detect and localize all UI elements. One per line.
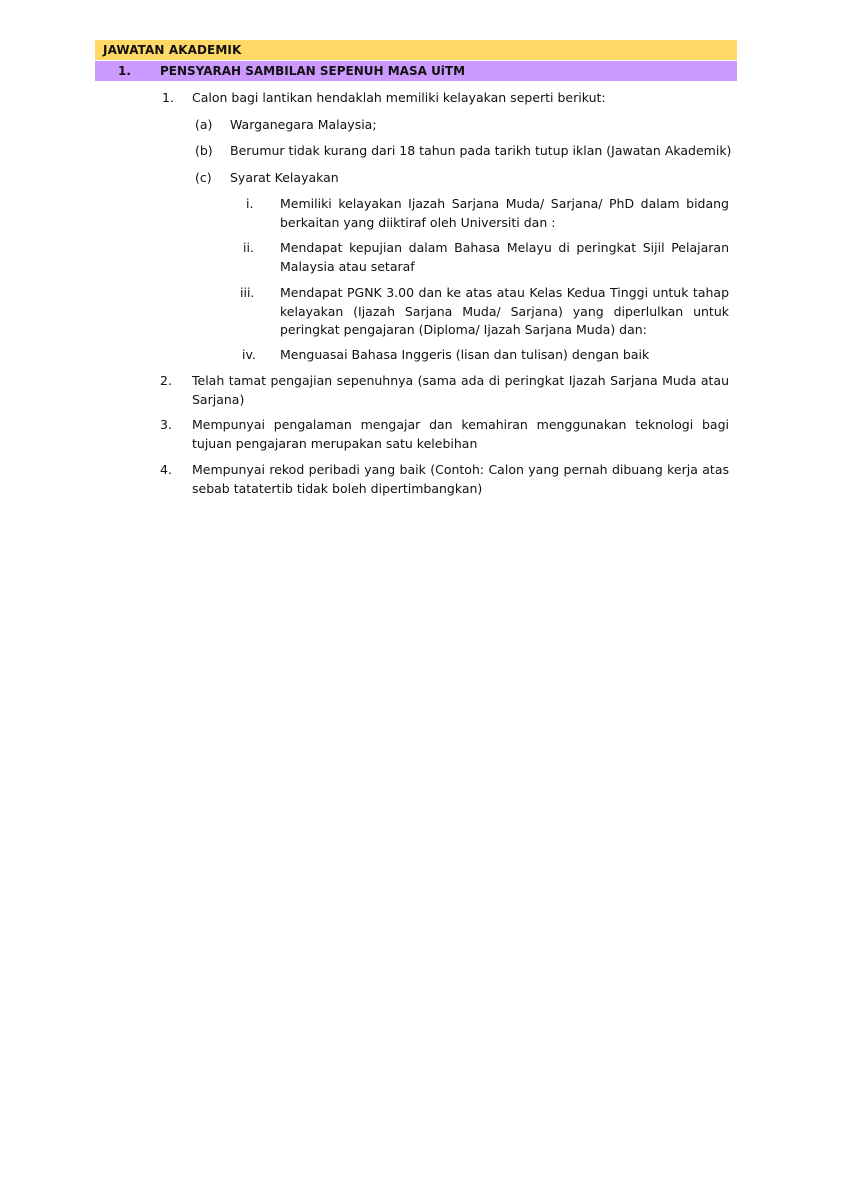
- requirement-3-text: Mempunyai pengalaman mengajar dan kemahiran menggunakan teknologi bagi tujuan pengajaran merupakan satu kelebihan: [192, 417, 729, 451]
- requirement-4-marker: 4.: [160, 462, 172, 477]
- qualification-iv-marker: iv.: [242, 347, 256, 362]
- sub-item-b-text: Berumur tidak kurang dari 18 tahun pada tarikh tutup iklan (Jawatan Akademik): [230, 143, 732, 158]
- position-title-bar: [95, 61, 737, 81]
- qualification-ii-text: Mendapat kepujian dalam Bahasa Melayu di peringkat Sijil Pelajaran Malaysia atau setaraf: [280, 240, 729, 274]
- sub-item-c-text: Syarat Kelayakan: [230, 170, 339, 185]
- section-title: JAWATAN AKADEMIK: [103, 43, 242, 57]
- requirement-2-text: Telah tamat pengajian sepenuhnya (sama ada di peringkat Ijazah Sarjana Muda atau Sarjana): [192, 373, 729, 407]
- requirement-2-marker: 2.: [160, 373, 172, 388]
- section-title-bar: [95, 40, 737, 60]
- sub-item-a-text: Warganegara Malaysia;: [230, 117, 377, 132]
- qualification-i-marker: i.: [246, 196, 254, 211]
- sub-item-b-marker: (b): [195, 143, 213, 158]
- requirement-4-text: Mempunyai rekod peribadi yang baik (Contoh: Calon yang pernah dibuang kerja atas sebab tatatertib tidak boleh dipertimbangkan): [192, 462, 729, 496]
- requirement-3-marker: 3.: [160, 417, 172, 432]
- position-title: PENSYARAH SAMBILAN SEPENUH MASA UiTM: [160, 64, 466, 78]
- qualification-iv-text: Menguasai Bahasa Inggeris (lisan dan tulisan) dengan baik: [280, 347, 650, 362]
- requirement-1-marker: 1.: [162, 90, 174, 105]
- requirement-1-text: Calon bagi lantikan hendaklah memiliki kelayakan seperti berikut:: [192, 90, 606, 105]
- sub-item-a-marker: (a): [195, 117, 213, 132]
- qualification-i-text: Memiliki kelayakan Ijazah Sarjana Muda/ Sarjana/ PhD dalam bidang berkaitan yang diiktiraf oleh Universiti dan :: [280, 196, 729, 230]
- position-number: 1.: [118, 64, 131, 78]
- qualification-ii-marker: ii.: [243, 240, 254, 255]
- qualification-iii-text: Mendapat PGNK 3.00 dan ke atas atau Kelas Kedua Tinggi untuk tahap kelayakan (Ijazah Sarjana Muda/ Sarjana) yang diperlulkan untuk peringkat pengajaran (Diploma/ Ijazah Sarjana Muda) dan:: [280, 285, 729, 337]
- qualification-iii-marker: iii.: [240, 285, 255, 300]
- sub-item-c-marker: (c): [195, 170, 212, 185]
